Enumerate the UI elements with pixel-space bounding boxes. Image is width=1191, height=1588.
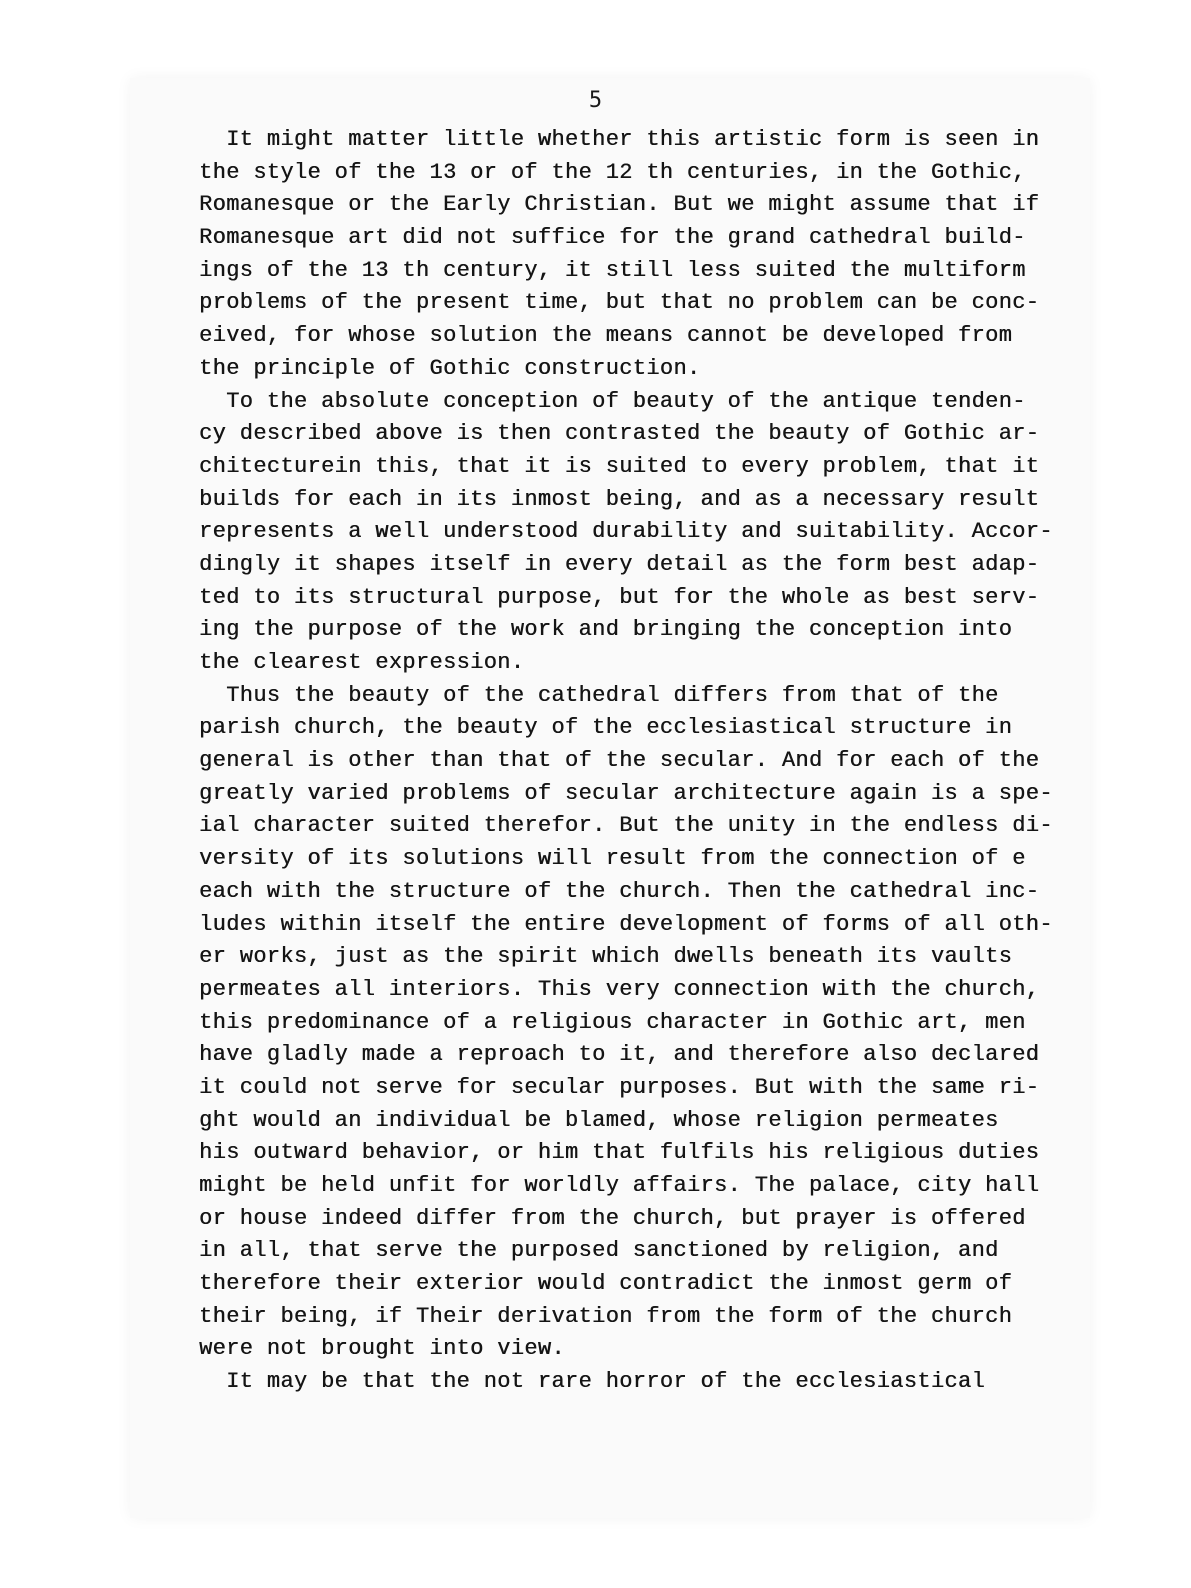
text-line: ght would an individual be blamed, whose religion permeates (199, 1107, 999, 1133)
text-line: chitecturein this, that it is suited to every problem, that it (199, 453, 1040, 479)
text-line: Romanesque or the Early Christian. But we might assume that if (199, 192, 1040, 218)
text-line: er works, just as the spirit which dwells beneath its vaults (199, 944, 1013, 970)
text-line: eived, for whose solution the means cannot be developed from (199, 323, 1013, 349)
text-line: versity of its solutions will result from the connection of e (199, 846, 1026, 872)
text-line: therefore their exterior would contradict the inmost germ of (199, 1271, 1013, 1297)
text-line: it could not serve for secular purposes. But with the same ri- (199, 1074, 1040, 1100)
text-line: Romanesque art did not suffice for the grand cathedral build- (199, 225, 1026, 251)
text-line: each with the structure of the church. Then the cathedral inc- (199, 878, 1040, 904)
text-line: Thus the beauty of the cathedral differs from that of the (199, 682, 999, 708)
text-line: greatly varied problems of secular architecture again is a spe- (199, 780, 1053, 806)
text-line: this predominance of a religious character in Gothic art, men (199, 1009, 1026, 1035)
text-line: problems of the present time, but that no problem can be conc- (199, 290, 1040, 316)
text-line: the clearest expression. (199, 650, 525, 675)
text-line: It might matter little whether this artistic form is seen in (199, 127, 1040, 152)
body-text (199, 124, 1059, 1399)
text-line: might be held unfit for worldly affairs. The palace, city hall (199, 1173, 1040, 1198)
text-line: their being, if Their derivation from the form of the church (199, 1303, 1013, 1329)
text-line: were not brought into view. (199, 1336, 565, 1362)
text-line: parish church, the beauty of the ecclesiastical structure in (199, 715, 1013, 741)
text-line: builds for each in its inmost being, and as a necessary result (199, 486, 1040, 512)
text-line: ings of the 13 th century, it still less suited the multiform (199, 257, 1026, 283)
text-line: permeates all interiors. This very connection with the church, (199, 976, 1040, 1002)
text-line: represents a well understood durability and suitability. Accor- (199, 519, 1053, 545)
text-line: or house indeed differ from the church, but prayer is offered (199, 1205, 1026, 1231)
text-line: It may be that the not rare horror of the ecclesiastical (199, 1369, 986, 1395)
text-line: cy described above is then contrasted the beauty of Gothic ar- (199, 421, 1040, 447)
text-line: dingly it shapes itself in every detail as the form best adap- (199, 551, 1040, 577)
text-line: his outward behavior, or him that fulfils his religious duties (199, 1140, 1040, 1166)
text-line: in all, that serve the purposed sanctioned by religion, and (199, 1238, 999, 1264)
text-line: To the absolute conception of beauty of the antique tenden- (199, 388, 1026, 414)
text-line: ing the purpose of the work and bringing the conception into (199, 617, 1013, 643)
page-number: 5 (588, 88, 603, 113)
text-line: general is other than that of the secular. And for each of the (199, 748, 1040, 774)
text-line: have gladly made a reproach to it, and therefore also declared (199, 1042, 1040, 1068)
text-line: ludes within itself the entire development of forms of all oth- (199, 911, 1053, 937)
text-line: ial character suited therefor. But the unity in the endless di- (199, 813, 1053, 839)
text-line: ted to its structural purpose, but for the whole as best serv- (199, 584, 1040, 610)
text-line: the principle of Gothic construction. (199, 355, 701, 381)
text-line: the style of the 13 or of the 12 th centuries, in the Gothic, (199, 159, 1026, 185)
